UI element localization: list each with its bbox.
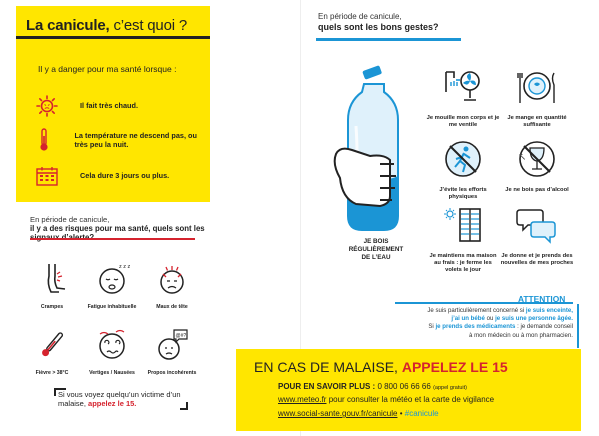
geste-label: Je donne et je prends des nouvelles de mes proches: [500, 253, 574, 266]
note-bracket-close: [180, 402, 188, 410]
mouse-cursor-icon: ↖: [518, 152, 527, 163]
symptom-label: Fatigue inhabituelle: [87, 304, 137, 310]
gestes-question: quels sont les bons gestes?: [318, 21, 439, 32]
geste-label: Je maintiens ma maison au frais : je ferme les volets le jour: [429, 253, 497, 273]
sante-line: [278, 409, 439, 418]
attention-box: [395, 302, 573, 340]
speech-bubbles-icon: [516, 204, 558, 246]
attention-text: Si: [428, 323, 434, 331]
plate-icon: [516, 66, 558, 108]
geste-label: Je mange en quantité suffisante: [507, 115, 567, 128]
canicule-definition-panel: [16, 6, 210, 202]
attention-highlight: je prends des médicaments: [435, 323, 516, 331]
geste-label: Je mouille mon corps et je me ventile: [426, 115, 500, 128]
risk-row-night: [36, 128, 208, 152]
attention-highlight: je suis une personne âgée.: [495, 315, 573, 323]
headache-face-icon: [155, 262, 189, 296]
symptom-label: Vertiges / Nausées: [89, 370, 135, 376]
info-label: POUR EN SAVOIR PLUS :: [278, 382, 376, 391]
victim-call: appelez le 15.: [88, 399, 137, 409]
symptom-label: Fièvre > 38°C: [35, 370, 69, 376]
risk-text: Il fait très chaud.: [80, 101, 138, 111]
signals-sub: En période de canicule,: [30, 215, 110, 224]
dizzy-face-icon: [95, 328, 129, 362]
emergency-panel: [236, 349, 581, 431]
symptom-fatigue: [82, 262, 142, 310]
geste-label: J’évite les efforts physiques: [439, 187, 487, 200]
victim-text: Si vous voyez quelqu’un victime d’un malaise,: [58, 390, 181, 409]
geste-no-alcohol: [500, 138, 574, 194]
meteo-text: pour consulter la météo et la carte de vigilance: [328, 395, 495, 404]
bottle-label: JE BOIS RÉGULIÈREMENT DE L’EAU: [348, 238, 404, 261]
shutters-icon: [442, 204, 484, 246]
geste-shower-fan: [426, 66, 500, 129]
gestes-sub: En période de canicule,: [318, 12, 402, 21]
geste-eat: [500, 66, 574, 129]
geste-label: Je ne bois pas d’alcool: [505, 187, 569, 193]
attention-rule: [577, 304, 579, 348]
risk-text: Cela dure 3 jours ou plus.: [80, 171, 170, 181]
attention-highlight: je suis enceinte,: [525, 307, 573, 314]
no-sport-icon: [442, 138, 484, 180]
symptom-cramps: [22, 262, 82, 310]
attention-line-4: à mon médecin ou à mon pharmacien.: [469, 331, 573, 339]
geste-news: [500, 204, 574, 267]
thermometer-icon: [36, 128, 52, 152]
title-underline: [16, 36, 210, 39]
signals-question: il y a des risques pour ma santé, quels sont les: [30, 224, 205, 234]
sun-icon: [36, 94, 58, 118]
emergency-title-text: EN CAS DE MALAISE,: [254, 359, 398, 375]
risk-row-heat: [36, 94, 208, 118]
meteo-line: [278, 395, 494, 404]
info-phone: 0 800 06 66 66: [377, 382, 431, 391]
svg-text:@#?!: @#?!: [175, 333, 188, 339]
symptom-incoherence: [142, 328, 202, 376]
symptom-label: Maux de tête: [156, 304, 188, 310]
emergency-call-text: APPELEZ LE 15: [401, 359, 508, 375]
attention-line-2: [395, 315, 573, 323]
sante-link[interactable]: www.social-sante.gouv.fr/canicule: [278, 409, 398, 418]
water-bottle-icon: [330, 66, 420, 238]
symptom-dizziness: [82, 328, 142, 376]
gestes-heading: [318, 12, 498, 32]
attention-line-3: [395, 323, 573, 331]
geste-shutters: [426, 204, 500, 274]
emergency-title: [254, 359, 508, 375]
attention-text: : je demande conseil: [517, 323, 573, 331]
title-bold: La canicule,: [26, 16, 110, 34]
tired-face-icon: [95, 262, 129, 296]
symptom-label: Crampes: [40, 304, 64, 310]
attention-highlight: j’ai un bébé: [451, 315, 485, 323]
info-note: (appel gratuit): [433, 385, 467, 391]
risk-row-duration: [36, 164, 208, 188]
symptom-headache: [142, 262, 202, 310]
attention-text: ou: [486, 315, 494, 323]
signals-underline: [30, 238, 195, 240]
info-line: [278, 382, 467, 391]
shower-fan-icon: [442, 66, 484, 108]
meteo-link[interactable]: www.meteo.fr: [278, 395, 327, 404]
hashtag-link[interactable]: #canicule: [404, 409, 439, 418]
calendar-icon: [36, 164, 58, 188]
bullet-separator: •: [399, 409, 403, 418]
attention-text: Je suis particulièrement concerné si: [427, 307, 525, 314]
attention-line-1: [395, 307, 573, 315]
leg-cramp-icon: [35, 262, 69, 296]
danger-intro: Il y a danger pour ma santé lorsque :: [38, 64, 177, 74]
fever-icon: [35, 328, 69, 362]
symptom-fever: [22, 328, 82, 376]
attention-title: ATTENTION: [518, 294, 566, 304]
confused-speech-icon: [155, 328, 189, 362]
gestes-underline: [316, 38, 461, 41]
title-rest: c’est quoi ?: [113, 16, 187, 34]
symptom-label: Propos incohérents: [147, 370, 197, 376]
risk-text: La température ne descend pas, ou très peu la nuit.: [74, 130, 197, 149]
svg-text:z z z: z z z: [119, 264, 131, 270]
geste-no-effort: [426, 138, 500, 201]
